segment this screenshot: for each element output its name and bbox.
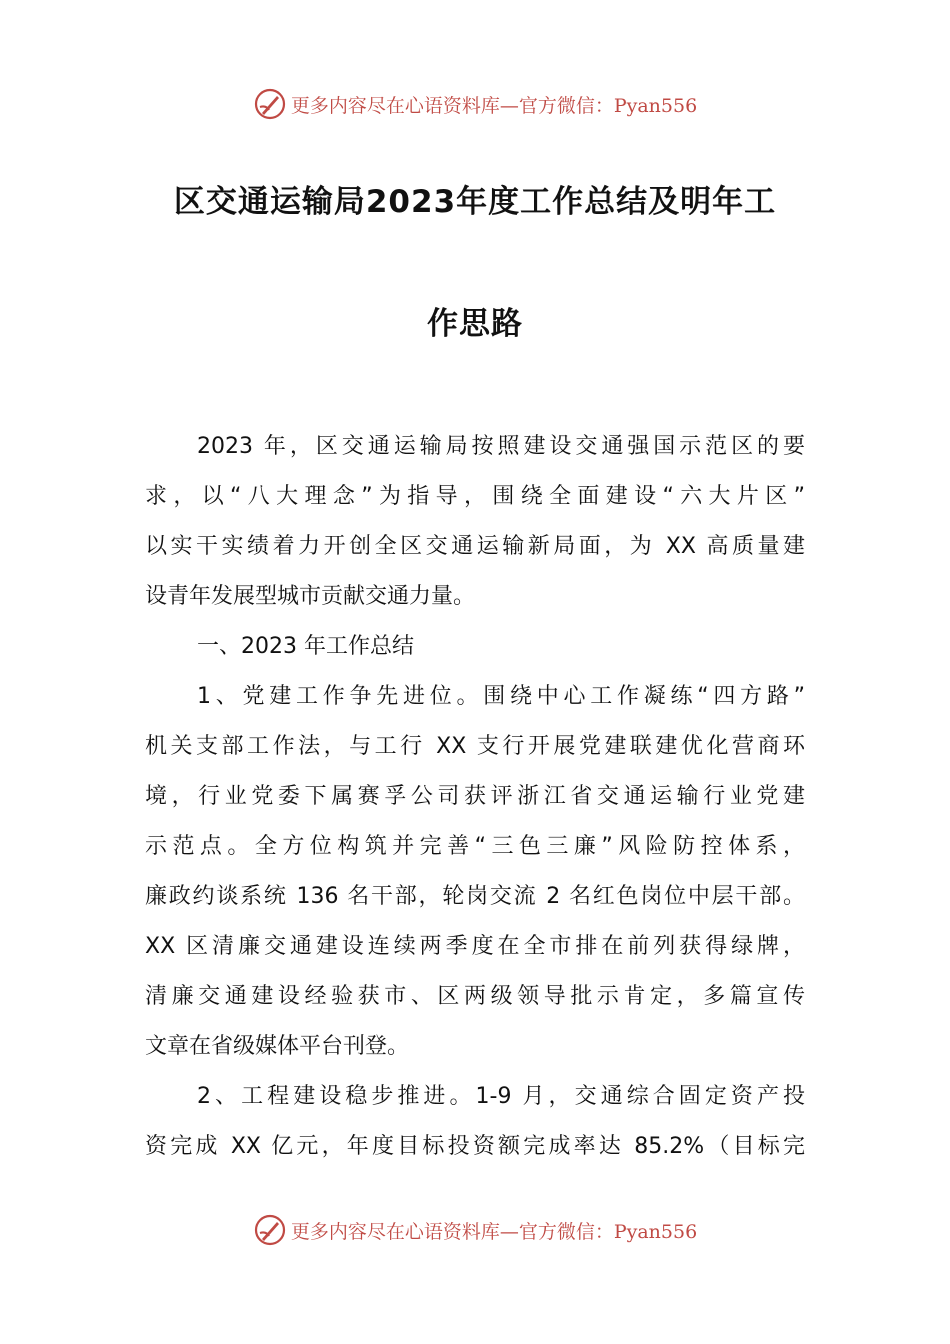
body-line: 1、党建工作争先进位。围绕中心工作凝练“四方路”: [197, 684, 805, 709]
body-line: 境，行业党委下属赛孚公司获评浙江省交通运输行业党建: [145, 784, 805, 809]
body-line: 示范点。全方位构筑并完善“三色三廉”风险防控体系，: [145, 834, 805, 859]
body-line: 2、工程建设稳步推进。1-9 月，交通综合固定资产投: [197, 1084, 805, 1109]
body-line: 求，以“八大理念”为指导，围绕全面建设“六大片区”: [145, 484, 805, 509]
watermark-banner-top: [0, 84, 950, 124]
watermark-text: 更多内容尽在心语资料库—官方微信：Pyan556: [290, 94, 698, 117]
quill-logo-icon: [253, 87, 287, 121]
body-line: 清廉交通建设经验获市、区两级领导批示肯定，多篇宣传: [145, 984, 805, 1009]
body-line: 设青年发展型城市贡献交通力量。: [145, 584, 476, 609]
body-line: 廉政约谈系统 136 名干部，轮岗交流 2 名红色岗位中层干部。: [145, 884, 805, 909]
body-line: XX 区清廉交通建设连续两季度在全市排在前列获得绿牌，: [145, 934, 805, 959]
body-line: 2023 年，区交通运输局按照建设交通强国示范区的要: [197, 434, 805, 459]
document-title-line-1: 区交通运输局2023年度工作总结及明年工: [173, 184, 777, 220]
document-title-line-2: 作思路: [427, 306, 523, 342]
section-heading: 一、2023 年工作总结: [197, 634, 414, 659]
watermark-text: 更多内容尽在心语资料库—官方微信：Pyan556: [290, 1220, 698, 1243]
body-line: 文章在省级媒体平台刊登。: [145, 1034, 410, 1059]
body-line: 以实干实绩着力开创全区交通运输新局面，为 XX 高质量建: [145, 534, 805, 559]
watermark-banner-bottom: [0, 1210, 950, 1250]
quill-logo-icon: [253, 1213, 287, 1247]
body-line: 机关支部工作法，与工行 XX 支行开展党建联建优化营商环: [145, 734, 805, 759]
body-line: 资完成 XX 亿元，年度目标投资额完成率达 85.2%（目标完: [145, 1134, 805, 1159]
